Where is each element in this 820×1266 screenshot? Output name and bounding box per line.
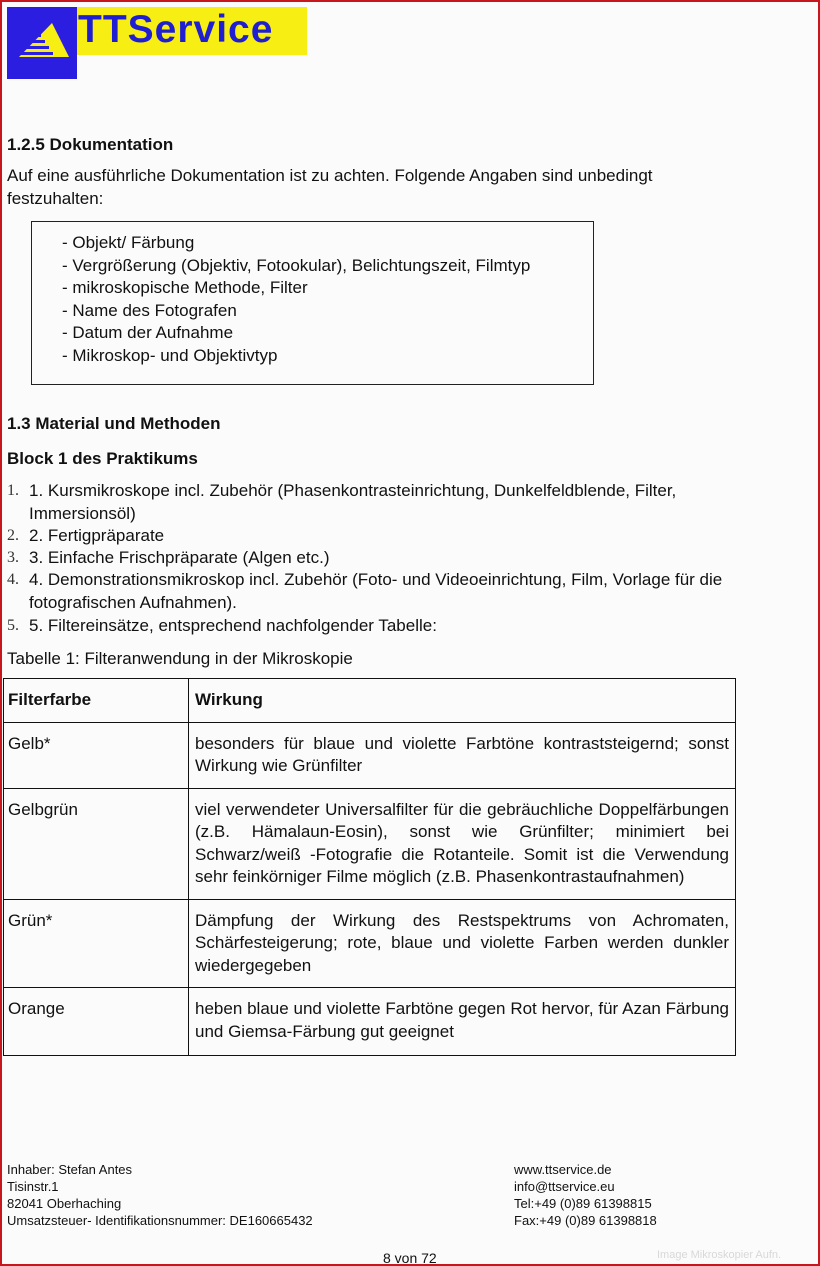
documentation-item: - Objekt/ Färbung bbox=[62, 233, 195, 252]
documentation-item: - Vergrößerung (Objektiv, Fotookular), Belichtungszeit, Filmtyp bbox=[62, 255, 531, 275]
footer-vat: Umsatzsteuer- Identifikationsnummer: DE160665432 bbox=[7, 1213, 313, 1228]
list-number: 4. bbox=[7, 571, 19, 588]
footer-phone: Tel:+49 (0)89 61398815 bbox=[514, 1196, 652, 1211]
footer-street: Tisinstr.1 bbox=[7, 1179, 59, 1194]
footer-fax: Fax:+49 (0)89 61398818 bbox=[514, 1213, 657, 1228]
table-cell-effect: heben blaue und violette Farbtöne gegen Rot hervor, für Azan Färbung und Giemsa-Färbung gut geeignet bbox=[189, 988, 736, 1056]
paragraph-line-2: festzuhalten: bbox=[7, 189, 104, 208]
table-caption: Tabelle 1: Filteranwendung in der Mikroskopie bbox=[7, 649, 353, 668]
list-number: 2. bbox=[7, 527, 19, 544]
footer-website: www.ttservice.de bbox=[514, 1162, 612, 1177]
documentation-item: - Datum der Aufnahme bbox=[62, 323, 234, 343]
list-number: 3. bbox=[7, 549, 19, 566]
subheading-block-1: Block 1 des Praktikums bbox=[7, 449, 198, 468]
footer-city: 82041 Oberhaching bbox=[7, 1196, 122, 1211]
footer-email: info@ttservice.eu bbox=[514, 1179, 615, 1194]
footer-right bbox=[514, 1161, 657, 1229]
paragraph-line-1: Auf eine ausführliche Dokumentation ist zu achten. Folgende Angaben sind unbedingt bbox=[7, 166, 653, 185]
list-item-line-2: Immersionsöl) bbox=[29, 503, 136, 523]
list-item-line-1: 2. Fertigpräparate bbox=[29, 526, 165, 545]
logo-mark bbox=[7, 7, 77, 79]
documentation-item: - Name des Fotografen bbox=[62, 300, 237, 320]
documentation-box bbox=[31, 221, 594, 385]
list-item-line-1: 4. Demonstrationsmikroskop incl. Zubehör (Foto- und Videoeinrichtung, Film, Vorlage für die bbox=[29, 570, 723, 589]
table-header-cell: Wirkung bbox=[189, 679, 736, 723]
table-cell-effect: besonders für blaue und violette Farbtöne kontraststeigernd; sonst Wirkung wie Grünfilter bbox=[189, 722, 736, 788]
table-cell-filter: Gelb* bbox=[4, 722, 189, 788]
logo-text: TTService bbox=[78, 8, 274, 51]
list-item-line-1: 1. Kursmikroskope incl. Zubehör (Phasenkontrasteinrichtung, Dunkelfeldblende, Filter, bbox=[29, 481, 677, 500]
list-number: 1. bbox=[7, 482, 19, 499]
footer-owner: Inhaber: Stefan Antes bbox=[7, 1162, 133, 1177]
table-row bbox=[4, 722, 736, 788]
table-cell-filter: Grün* bbox=[4, 899, 189, 988]
table-cell-effect: Dämpfung der Wirkung des Restspektrums von Achromaten, Schärfesteigerung; rote, blaue und violette Farben werden dunkler wiedergegeben bbox=[189, 899, 736, 988]
list-item-line-2: fotografischen Aufnahmen). bbox=[29, 592, 237, 612]
logo-triangle-icon bbox=[7, 7, 77, 79]
table-row bbox=[4, 988, 736, 1056]
list-item-line-1: 5. Filtereinsätze, entsprechend nachfolgender Tabelle: bbox=[29, 616, 437, 635]
filter-table bbox=[3, 678, 736, 1056]
table-cell-filter: Orange bbox=[4, 988, 189, 1056]
list-number: 5. bbox=[7, 617, 19, 634]
documentation-list bbox=[62, 232, 530, 368]
footer-left bbox=[7, 1161, 313, 1229]
table-header-row bbox=[4, 679, 736, 723]
page-number: 8 von 72 bbox=[383, 1250, 437, 1266]
documentation-item: - Mikroskop- und Objektivtyp bbox=[62, 345, 278, 365]
watermark: Image Mikroskopier Aufn. bbox=[657, 1249, 782, 1261]
table-row bbox=[4, 788, 736, 899]
table-header-cell: Filterfarbe bbox=[4, 679, 189, 723]
section-heading-material: 1.3 Material und Methoden bbox=[7, 414, 221, 433]
list-item-line-1: 3. Einfache Frischpräparate (Algen etc.) bbox=[29, 548, 330, 567]
section-heading-dokumentation: 1.2.5 Dokumentation bbox=[7, 135, 174, 154]
table-cell-effect: viel verwendeter Universalfilter für die gebräuchliche Doppelfärbungen (z.B. Hämalaun-Eosin), sonst wie Grünfilter; minimiert bei Schwarz/weiß -Fotografie die Rotanteile. Somit ist die Verwendung sehr feinkörniger Filme möglich (z.B. Phasenkontrastaufnahmen) bbox=[189, 788, 736, 899]
documentation-item: - mikroskopische Methode, Filter bbox=[62, 278, 308, 298]
table-row bbox=[4, 899, 736, 988]
table-cell-filter: Gelbgrün bbox=[4, 788, 189, 899]
